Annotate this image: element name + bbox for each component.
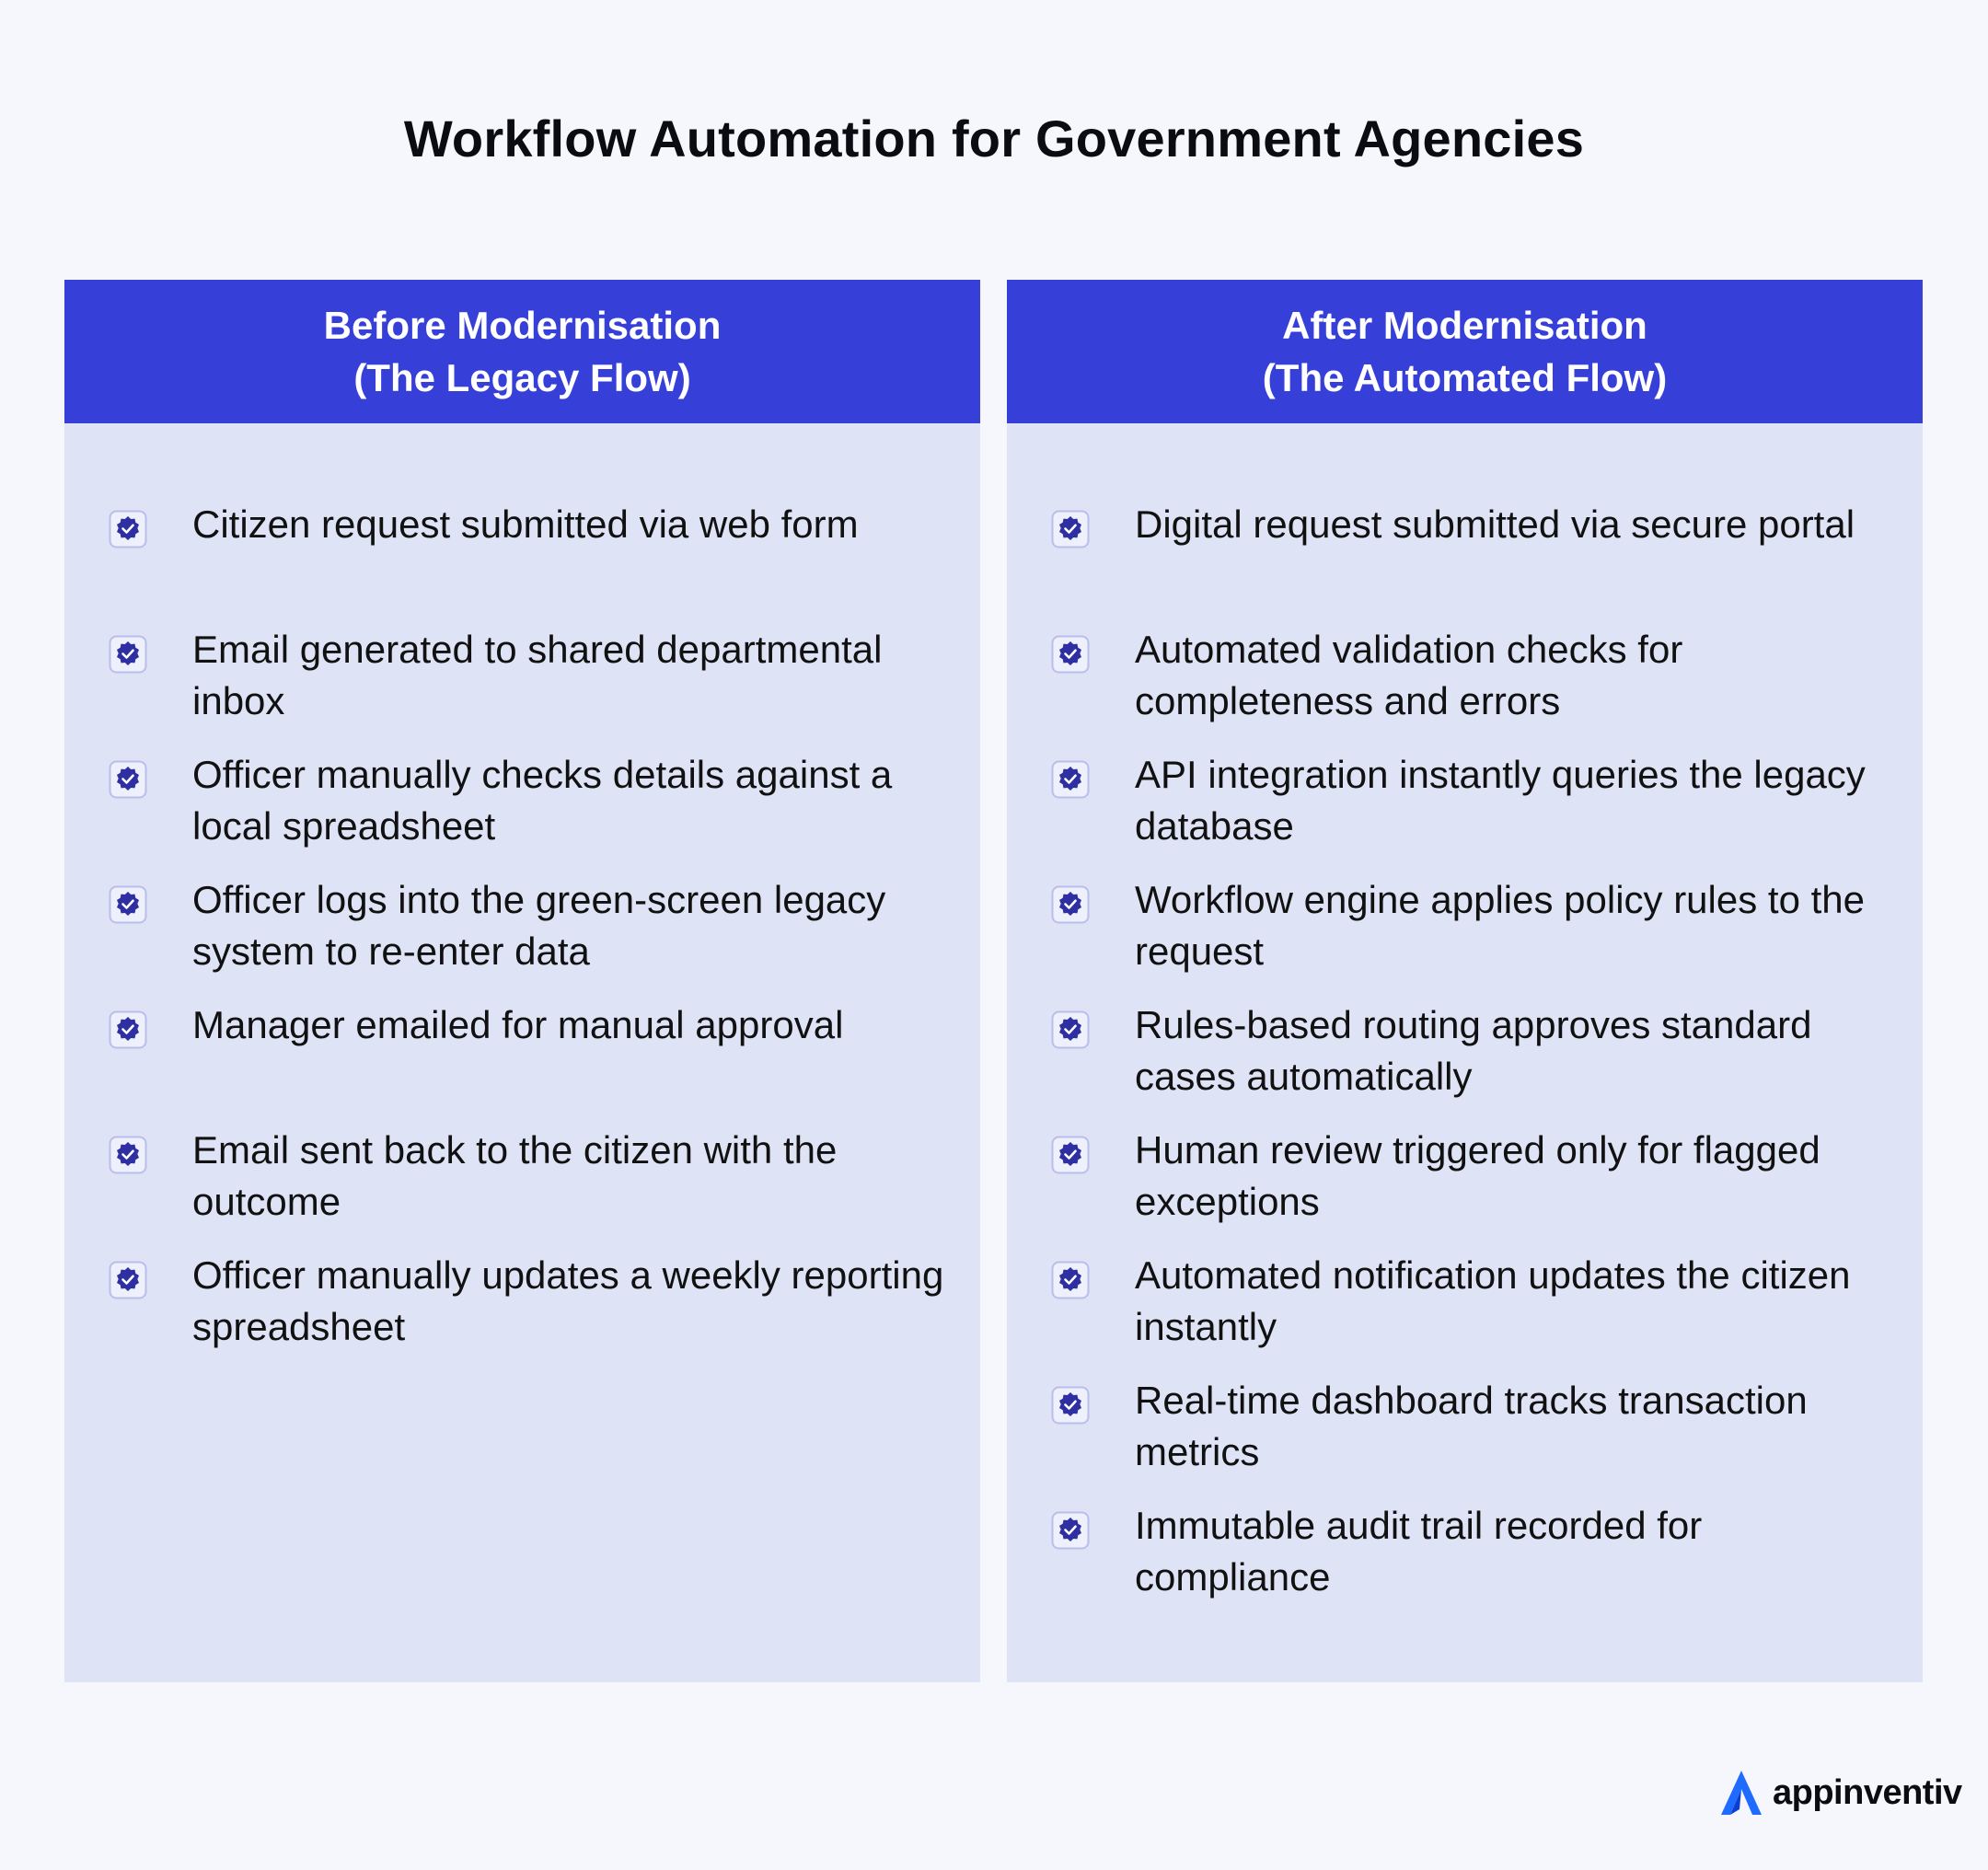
list-item-text: Manager emailed for manual approval	[192, 1003, 844, 1046]
list-item-text: Email generated to shared departmental inbox	[192, 628, 883, 722]
list-item	[64, 502, 980, 635]
list-item	[1007, 878, 1923, 1010]
list-item	[64, 1003, 980, 1136]
list-item	[64, 1128, 980, 1261]
verified-check-icon	[109, 1261, 147, 1299]
verified-check-icon	[1051, 1010, 1090, 1049]
list-item	[64, 753, 980, 885]
list-item-text: Workflow engine applies policy rules to the request	[1135, 878, 1865, 973]
list-item	[1007, 1504, 1923, 1636]
verified-check-icon	[109, 1136, 147, 1174]
list-item-text: Officer manually updates a weekly reporting spreadsheet	[192, 1253, 944, 1348]
after-heading-line1: After Modernisation	[1282, 304, 1647, 347]
list-item-text: API integration instantly queries the legacy database	[1135, 753, 1866, 848]
list-item-text: Digital request submitted via secure portal	[1135, 502, 1855, 546]
verified-check-icon	[109, 760, 147, 799]
verified-check-icon	[1051, 510, 1090, 548]
verified-check-icon	[1051, 1136, 1090, 1174]
page-title: Workflow Automation for Government Agencies	[403, 110, 1585, 167]
list-item	[64, 1253, 980, 1386]
verified-check-icon	[109, 510, 147, 548]
verified-check-icon	[1051, 1261, 1090, 1299]
list-item-text: Immutable audit trail recorded for compliance	[1135, 1504, 1703, 1599]
list-item	[1007, 1003, 1923, 1136]
list-item	[1007, 502, 1923, 635]
verified-check-icon	[1051, 1386, 1090, 1425]
after-header	[1007, 280, 1923, 423]
list-item-text: Real-time dashboard tracks transaction metrics	[1135, 1379, 1808, 1473]
after-column	[1007, 280, 1923, 1682]
verified-check-icon	[1051, 1511, 1090, 1550]
after-list	[1007, 502, 1923, 1636]
list-item	[64, 628, 980, 760]
list-item	[1007, 753, 1923, 885]
list-item	[1007, 1253, 1923, 1386]
list-item	[64, 878, 980, 1010]
verified-check-icon	[109, 635, 147, 674]
before-heading-line2: (The Legacy Flow)	[353, 356, 691, 399]
list-item-text: Officer manually checks details against a local spreadsheet	[192, 753, 893, 848]
brand-logo	[1716, 1765, 1962, 1820]
list-item-text: Automated validation checks for completeness and errors	[1135, 628, 1683, 722]
verified-check-icon	[109, 1010, 147, 1049]
list-item-text: Officer logs into the green-screen legacy system to re-enter data	[192, 878, 886, 973]
logo-text: appinventiv	[1773, 1772, 1962, 1812]
verified-check-icon	[1051, 635, 1090, 674]
verified-check-icon	[1051, 760, 1090, 799]
list-item-text: Rules-based routing approves standard cases automatically	[1135, 1003, 1812, 1098]
list-item-text: Citizen request submitted via web form	[192, 502, 859, 546]
before-heading-line1: Before Modernisation	[323, 304, 722, 347]
verified-check-icon	[109, 885, 147, 924]
appinventiv-logo-icon	[1716, 1767, 1767, 1818]
list-item-text: Automated notification updates the citizen instantly	[1135, 1253, 1851, 1348]
list-item	[1007, 1379, 1923, 1511]
before-list	[64, 502, 980, 1386]
list-item	[1007, 628, 1923, 760]
list-item	[1007, 1128, 1923, 1261]
list-item-text: Email sent back to the citizen with the outcome	[192, 1128, 838, 1223]
verified-check-icon	[1051, 885, 1090, 924]
before-column	[64, 280, 980, 1682]
after-heading-line2: (The Automated Flow)	[1262, 356, 1668, 399]
list-item-text: Human review triggered only for flagged exceptions	[1135, 1128, 1820, 1223]
before-header	[64, 280, 980, 423]
